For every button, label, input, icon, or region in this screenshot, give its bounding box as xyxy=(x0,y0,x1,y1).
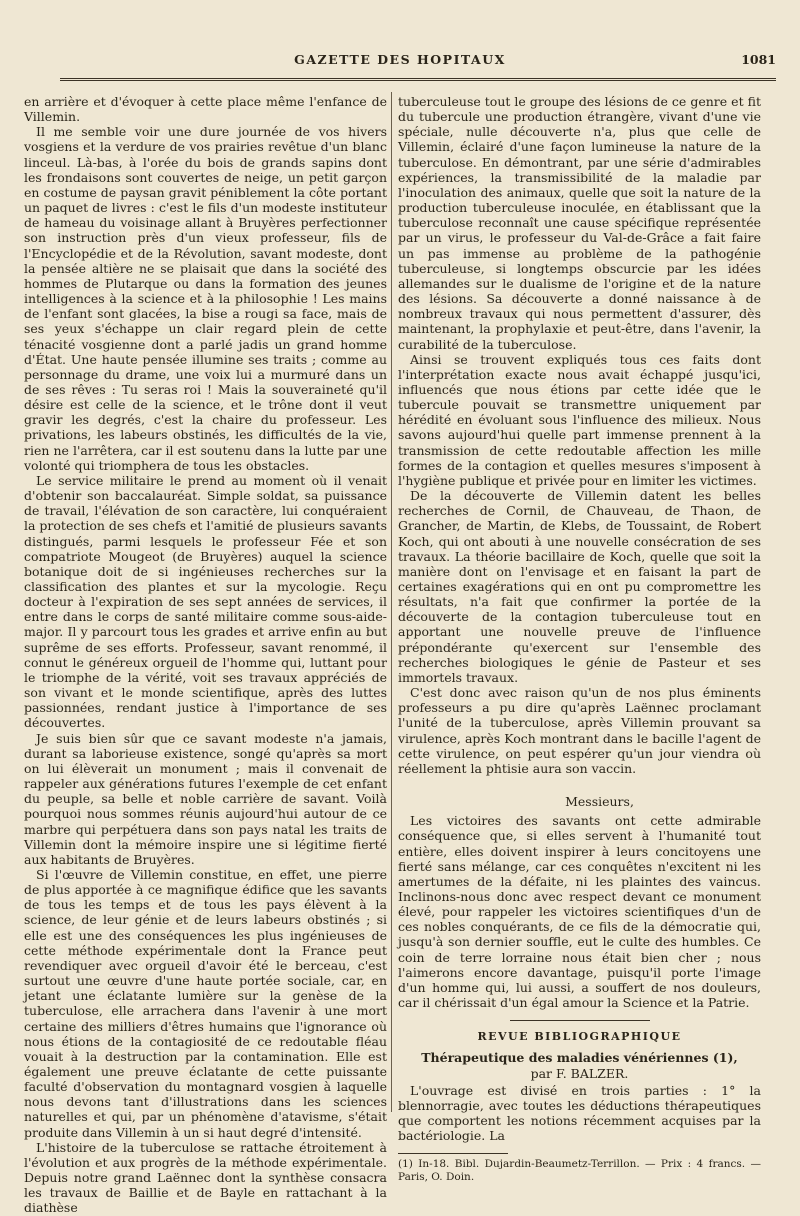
header-rule xyxy=(60,78,776,81)
section-title: REVUE BIBLIOGRAPHIQUE xyxy=(477,1030,682,1044)
review-paragraph: L'ouvrage est divisé en trois parties : 1° la blennorragie, avec toutes les déductions thérapeutiques que comportent les notions récemment acquises par la bactériologie. La xyxy=(398,1082,761,1144)
page-number: 1081 xyxy=(741,52,776,67)
right-column xyxy=(398,94,761,1184)
salutation: Messieurs, xyxy=(565,794,634,810)
column-divider xyxy=(391,92,392,1112)
paragraph: De la découverte de Villemin datent les belles recherches de Cornil, de Chauveau, de Thaon, de Grancher, de Martin, de Klebs, de Toussaint, de Robert Koch, qui ont abouti à une nouvelle consécration de ses travaux. La théorie bacillaire de Koch, quelle que soit la manière dont on l'envisage et en faisant la part de certaines exagérations qui en ont pu compromettre les résultats, n'a fait que confirmer la portée de la découverte de la contagion tuberculeuse tout en apportant une nouvelle preuve de l'influence prépondérante qu'exercent sur l'ensemble des recherches biologiques le génie de Pasteur et ses immortels travaux. xyxy=(398,488,761,685)
closing-paragraph: Les victoires des savants ont cette admirable conséquence que, si elles servent à l'humanité tout entière, elles doivent inspirer à leurs concitoyens une fierté sans mélange, car ces conquêtes n'excitent ni les amertumes de la défaite, ni les plaintes des vaincus. Inclinons-nous donc avec respect devant ce monument élevé, pour rappeler les victoires scientifiques d'un de ces nobles conquérants, de ce fils de la démocratie qui, jusqu'à son dernier souffle, eut le culte des humbles. Ce coin de terre lorraine nous était bien cher ; nous l'aimerons encore davantage, puisqu'il porte l'image d'un homme qui, lui aussi, a souffert de nos douleurs, car il chérissait d'un égal amour la Science et la Patrie. xyxy=(398,813,761,1011)
footnote: (1) In-18. Bibl. Dujardin-Beaumetz-Terrillon. — Prix : 4 francs. — Paris, O. Doin. xyxy=(398,1158,761,1184)
paragraph: Je suis bien sûr que ce savant modeste n'a jamais, durant sa laborieuse existence, songé qu'après sa mort on lui élèverait un monument ; mais il convenait de rappeler aux générations futures l'exemple de cet enfant du peuple, sa belle et noble carrière de savant. Voilà pourquoi nous sommes réunis aujourd'hui autour de ce marbre qui perpétuera dans son pays natal les traits de Villemin dont la mémoire inspire une si légitime fierté aux habitants de Bruyères. xyxy=(24,730,387,867)
paragraph: C'est donc avec raison qu'un de nos plus éminents professeurs a pu dire qu'après Laënnec proclamant l'unité de la tuberculose, après Villemin prouvant sa virulence, après Koch montrant dans le bacille l'agent de cette virulence, on peut espérer qu'un jour viendra où réellement la phtisie aura son vaccin. xyxy=(398,685,761,776)
paragraph: Ainsi se trouvent expliqués tous ces faits dont l'interprétation exacte nous avait échappé jusqu'ici, influencés que nous étions par cette idée que le tubercule pouvait se transmettre uniquement par hérédité en évoluant sous l'influence des milieux. Nous savons aujourd'hui quelle part immense prennent à la transmission de cette redoutable affection les mille formes de la contagion et quelles mesures s'imposent à l'hygiène publique et privée pour en limiter les victimes. xyxy=(398,351,761,488)
paragraph: Il me semble voir une dure journée de vos hivers vosgiens et la verdure de vos prairies revêtue d'un blanc linceul. Là-bas, à l'orée du bois de grands sapins dont les frondaisons sont couvertes de neige, un petit garçon en costume de paysan gravit péniblement la côte portant un paquet de livres : c'est le fils d'un modeste instituteur de hameau du voisinage allant à Bruyères perfectionner son instruction près d'un vieux professeur, fils de l'Encyclopédie et de la Révolution, savant modeste, dont la pensée altière ne se plaisait que dans la société des hommes de Plutarque ou dans la formation des jeunes intelligences à la science et à la philosophie ! Les mains de l'enfant sont glacées, la bise a rougi sa face, mais de ses yeux s'échappe un clair regard plein de cette ténacité vosgienne dont a parlé jadis un grand homme d'État. Une haute pensée illumine ses traits ; comme au personnage du drame, une voix lui a murmuré dans un de ses rêves : Tu seras roi ! Mais la souveraineté qu'il désire est celle de la science, et le trône dont il veut gravir les degrés, c'est la chaire du professeur. Les privations, les labeurs obstinés, les difficultés de la vie, rien ne l'arrêtera, car il est soutenu dans la lutte par une volonté qui triomphera de tous les obstacles. xyxy=(24,124,387,473)
book-title: Thérapeutique des maladies vénériennes (1), xyxy=(421,1050,738,1066)
paragraph: tuberculeuse tout le groupe des lésions de ce genre et fit du tubercule une production étrangère, vivant d'une vie spéciale, nulle découverte n'a, plus que celle de Villemin, éclairé d'une façon lumineuse la nature de la tuberculose. En démontrant, par une série d'admirables expériences, la transmissibilité de la maladie par l'inoculation des animaux, quelle que soit la nature de la production tuberculeuse inoculée, en établissant que la tuberculose reconnaît une cause spécifique représentée par un virus, le professeur du Val-de-Grâce a fait faire un pas immense au problème de la pathogénie tuberculeuse, si longtemps obscurcie par les idées allemandes sur le dualisme de l'origine et de la nature des lésions. Sa découverte a donné naissance à de nombreux travaux qui nous permettent d'assurer, dès maintenant, la prophylaxie et peut-être, dans l'avenir, la curabilité de la tuberculose. xyxy=(398,94,761,352)
paragraph: L'histoire de la tuberculose se rattache étroitement à l'évolution et aux progrès de la méthode expérimentale. Depuis notre grand Laënnec dont la synthèse consacra les travaux de Baillie et de Bayle en rattachant à la diathèse xyxy=(24,1139,387,1216)
paragraph: Si l'œuvre de Villemin constitue, en effet, une pierre de plus apportée à ce magnifique édifice que les savants de tous les temps et de tous les pays élèvent à la science, de leur génie et de leurs labeurs obstinés ; si elle est une des conséquences les plus ingénieuses de cette méthode expérimentale dont la France peut revendiquer avec orgueil d'avoir été le berceau, c'est surtout une œuvre d'une haute portée sociale, car, en jetant une éclatante lumière sur la genèse de la tuberculose, elle arrachera dans l'avenir à une mort certaine des milliers d'êtres humains que l'ignorance où nous étions de la contagiosité de ce redoutable fléau vouait à la destruction par la contamination. Elle est également une preuve éclatante de cette puissante faculté d'observation du montagnard vosgien à laquelle nous devons tant d'illustrations dans les sciences naturelles et qui, par un phénomène d'atavisme, s'était produite dans Villemin à un si haut degré d'intensité. xyxy=(24,866,387,1140)
book-author: par F. BALZER. xyxy=(530,1065,629,1081)
paragraph: en arrière et d'évoquer à cette place même l'enfance de Villemin. xyxy=(24,94,387,125)
publication-title: GAZETTE DES HOPITAUX xyxy=(294,52,506,67)
left-column xyxy=(24,94,387,1216)
section-separator xyxy=(510,1020,650,1021)
page-header xyxy=(24,52,776,74)
paragraph: Le service militaire le prend au moment où il venait d'obtenir son baccalauréat. Simple soldat, sa puissance de travail, l'élévation de son caractère, lui conquéraient la protection de ses chefs et l'amitié de plusieurs savants distingués, parmi lesquels le professeur Fée et son compatriote Mougeot (de Bruyères) auquel la science botanique doit de si ingénieuses recherches sur la classification des plantes et sur la mycologie. Reçu docteur à l'expiration de ses sept années de services, il entre dans le corps de santé militaire comme sous-aide-major. Il y parcourt tous les grades et arrive enfin au but suprême de ses efforts. Professeur, savant renommé, il connut le généreux orgueil de l'homme qui, luttant pour le triomphe de la vérité, voit ses travaux appréciés de son vivant et le monde scientifique, après des luttes passionnées, rendant justice à l'importance de ses découvertes. xyxy=(24,472,387,731)
footnote-rule xyxy=(398,1153,508,1154)
